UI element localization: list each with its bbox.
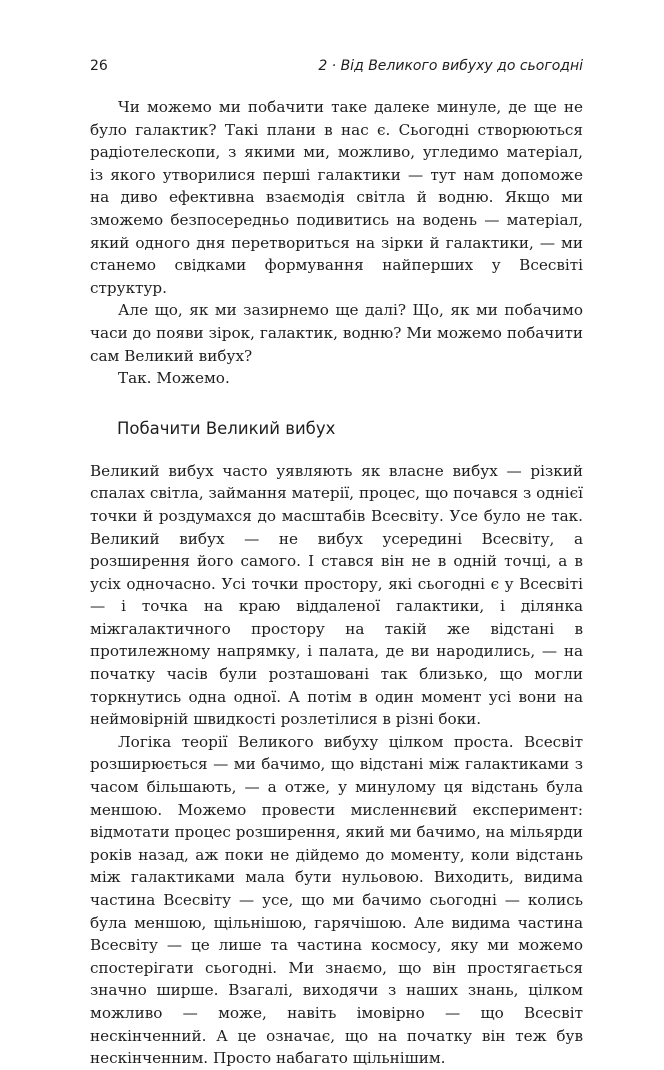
paragraph: Чи можемо ми побачити таке далеке минуле, де ще не було галактик? Такі плани в нас є. Сьогодні створюються радіотелескопи, з якими ми, можливо, угледимо матеріал, із якого утворилися перші галактики — тут нам допоможе на диво ефективна взаємодія світла й водню. Якщо ми зможемо безпосередньо подивитись на водень — матеріал, який одного дня перетвориться на зірки й галактики, — ми станемо свідками формування найперших у Всесвіті структур. <box>90 98 583 297</box>
paragraph: Великий вибух часто уявляють як власне вибух — різкий спалах світла, займання матерії, процес, що почався з однієї точки й роздумахся до масштабів Всесвіту. Усе було не так. Великий вибух — не вибух усередині Всесвіту, а розширення його самого. І стався він не в одній точці, а в усіх одночасно. Усі точки простору, які сьогодні є у Всесвіті — і точка на краю віддаленої галактики, і ділянка міжгалактичного простору на такій же відстані в протилежному напрямку, і палата, де ви народились, — на початку часів були розташовані так близько, що могли торкнутись одна одної. А потім в один момент усі вони на неймовірній швидкості розлетілися в різні боки. <box>90 461 583 729</box>
page-number: 26 <box>90 58 108 74</box>
section-intro <box>90 96 583 390</box>
book-page <box>90 56 583 1070</box>
running-title: 2 · Від Великого вибуху до сьогодні <box>318 58 583 74</box>
running-header <box>90 56 583 76</box>
section-big-bang <box>90 460 583 1070</box>
paragraph: Логіка теорії Великого вибуху цілком проста. Всесвіт розширюється — ми бачимо, що відстані між галактиками з часом більшають, — а отже, у минулому ця відстань була меншою. Можемо провести мисленнєвий експеримент: відмотати процес розширення, який ми бачимо, на мільярди років назад, аж поки не дійдемо до моменту, коли відстань між галактиками мала бути нульовою. Виходить, видима частина Всесвіту — усе, що ми бачимо сьогодні — колись була меншою, щільнішою, гарячішою. Але видима частина Всесвіту — це лише та частина космосу, яку ми можемо спостерігати сьогодні. Ми знаємо, що він простягається значно ширше. Взагалі, виходячи з наших знань, цілком можливо — може, навіть імовірно — що Всесвіт нескінченний. А це означає, що на початку він теж був нескінченним. Просто набагато щільнішим. <box>90 732 583 1068</box>
paragraph: Але що, як ми зазирнемо ще далі? Що, як ми побачимо часи до появи зірок, галактик, водню? Ми можемо побачити сам Великий вибух? <box>90 301 583 365</box>
paragraph: Так. Можемо. <box>118 369 230 388</box>
section-heading: Побачити Великий вибух <box>117 418 336 438</box>
